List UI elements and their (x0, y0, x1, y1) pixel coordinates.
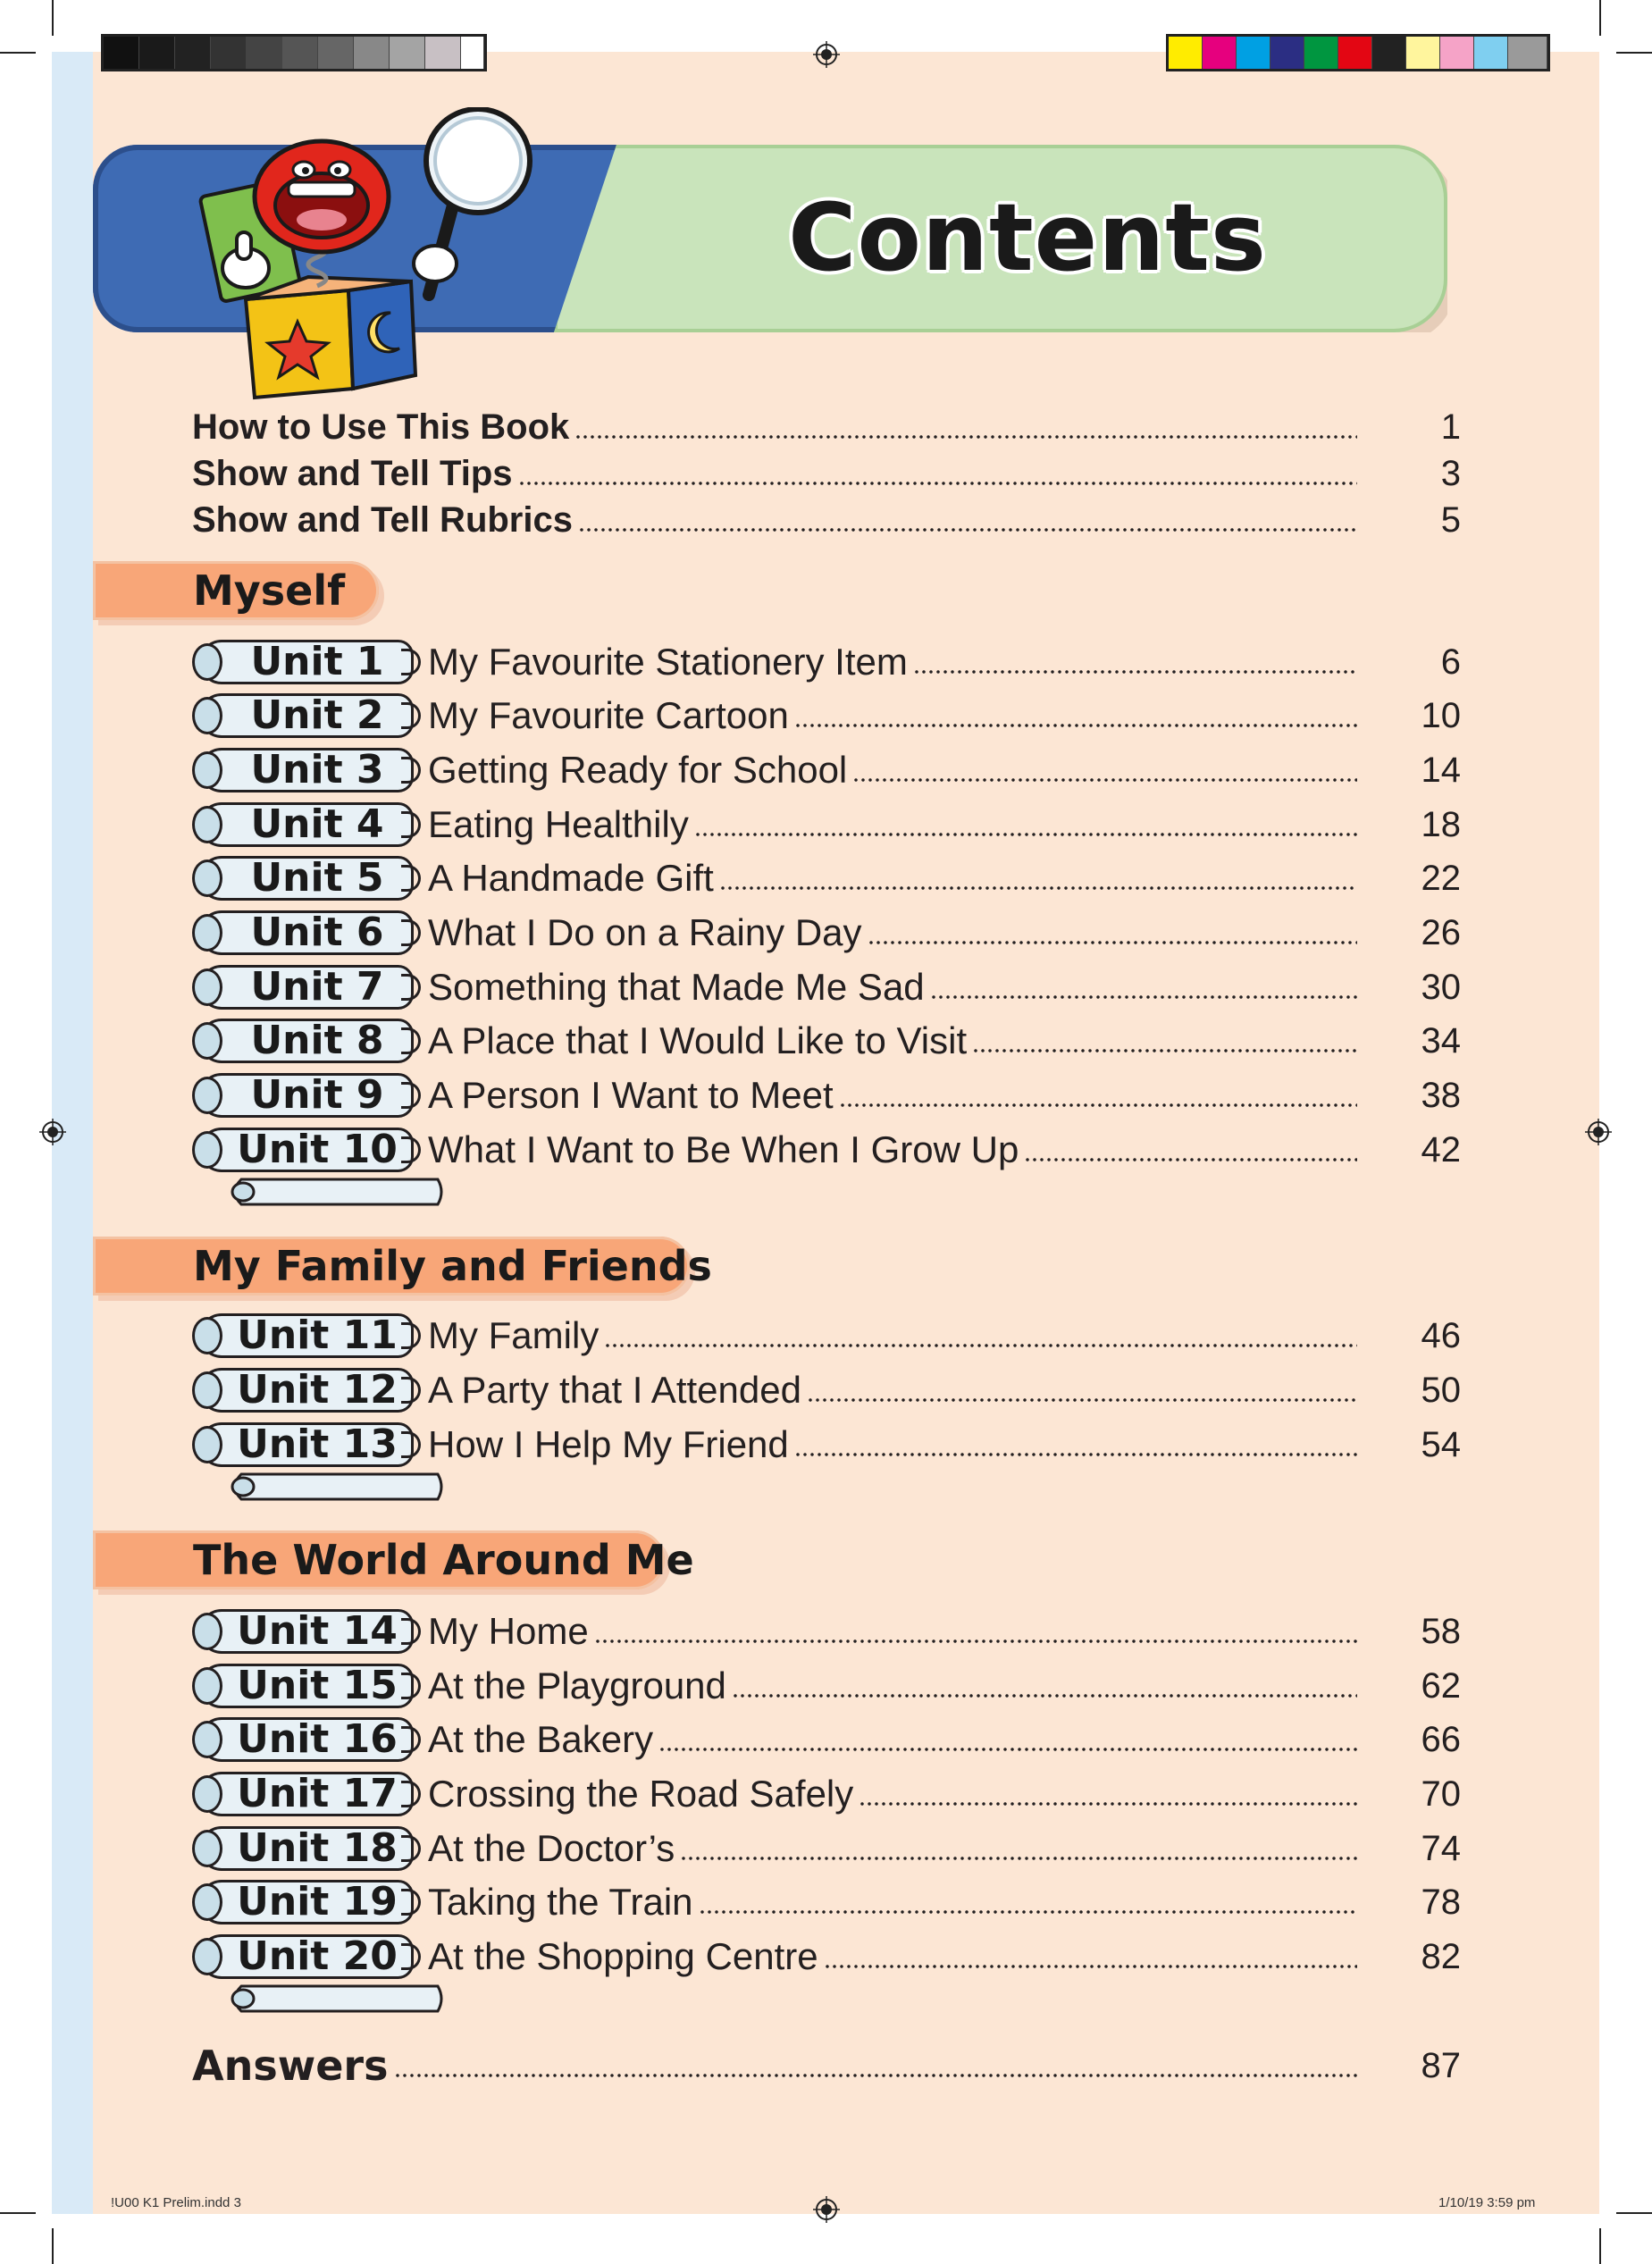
toc-page-number: 66 (1421, 1719, 1461, 1759)
footer-timestamp: 1/10/19 3:59 pm (1438, 2195, 1536, 2210)
unit-title: How I Help My Friend (428, 1423, 789, 1465)
unit-label: Unit 8 (250, 1018, 384, 1063)
crop-mark (0, 2212, 36, 2214)
jack-in-the-box-mascot-icon (192, 107, 567, 402)
crop-mark (52, 2228, 54, 2264)
registration-mark-icon (39, 1119, 66, 1145)
toc-page-number: 14 (1421, 750, 1461, 790)
toc-page-number: 54 (1421, 1424, 1461, 1464)
leader-dots (794, 1451, 1357, 1458)
unit-label: Unit 10 (237, 1127, 398, 1172)
leader-dots (594, 1638, 1357, 1645)
leader-dots (859, 1800, 1357, 1807)
leader-dots (807, 1396, 1357, 1404)
leader-dots (824, 1963, 1357, 1970)
footer-file-name: !U00 K1 Prelim.indd 3 (111, 2195, 241, 2210)
unit-title: Crossing the Road Safely (428, 1773, 854, 1815)
toc-unit-row[interactable] (192, 1714, 1461, 1765)
toc-page-number: 6 (1440, 641, 1461, 682)
section-heading-my-family-and-friends: My Family and Friends (93, 1237, 690, 1296)
unit-scroll-tab (192, 907, 424, 959)
unit-title: Something that Made Me Sad (428, 966, 925, 1008)
unit-scroll-tab (192, 1310, 424, 1362)
unit-scroll-tab (192, 636, 424, 688)
leader-dots (574, 433, 1357, 440)
toc-page-number: 87 (1421, 2045, 1461, 2085)
crop-mark (1616, 2212, 1652, 2214)
leader-dots (719, 885, 1357, 892)
toc-entry-how-to-use[interactable] (192, 404, 1461, 450)
leader-dots (578, 526, 1357, 533)
unit-scroll-tab (192, 1768, 424, 1820)
toc-unit-row[interactable] (192, 1364, 1461, 1416)
unit-title: At the Doctor’s (428, 1827, 675, 1869)
leader-dots (839, 1102, 1357, 1109)
toc-unit-row[interactable] (192, 636, 1461, 688)
leader-dots (658, 1746, 1357, 1753)
section-heading-the-world-around-me: The World Around Me (93, 1530, 665, 1589)
unit-scroll-tab (192, 1660, 424, 1712)
grayscale-color-bar (101, 34, 487, 71)
leader-dots (394, 2072, 1358, 2079)
unit-label: Unit 16 (237, 1716, 398, 1762)
section-heading-myself: Myself (93, 561, 379, 620)
unit-title: Getting Ready for School (428, 749, 848, 791)
toc-page-number: 62 (1421, 1665, 1461, 1706)
crop-mark (0, 52, 36, 54)
unit-label: Unit 3 (250, 747, 384, 792)
registration-mark-icon (813, 2196, 840, 2223)
toc-unit-row[interactable] (192, 1823, 1461, 1874)
toc-page-number: 26 (1421, 912, 1461, 952)
leader-dots (930, 994, 1357, 1001)
toc-unit-row[interactable] (192, 1015, 1461, 1067)
leader-dots (972, 1047, 1357, 1054)
toc-page-number: 42 (1421, 1129, 1461, 1170)
scroll-tail-decoration (223, 1471, 447, 1503)
unit-title: Eating Healthily (428, 803, 689, 845)
unit-title: What I Want to Be When I Grow Up (428, 1128, 1019, 1170)
toc-entry-show-and-tell-rubrics[interactable] (192, 497, 1461, 543)
toc-entry-label: Show and Tell Rubrics (192, 499, 573, 540)
unit-title: Taking the Train (428, 1881, 693, 1923)
leader-dots (913, 668, 1357, 675)
page-title: Contents (788, 183, 1267, 292)
leader-dots (1024, 1156, 1357, 1163)
toc-unit-row[interactable] (192, 1419, 1461, 1471)
toc-unit-row[interactable] (192, 690, 1461, 742)
unit-label: Unit 11 (237, 1312, 398, 1358)
leader-dots (794, 722, 1357, 729)
unit-scroll-tab (192, 1714, 424, 1765)
crop-mark (52, 0, 54, 36)
unit-scroll-tab (192, 852, 424, 904)
registration-mark-icon (1585, 1119, 1612, 1145)
unit-scroll-tab (192, 1364, 424, 1416)
toc-page-number: 70 (1421, 1773, 1461, 1814)
unit-scroll-tab (192, 1606, 424, 1657)
unit-scroll-tab (192, 690, 424, 742)
toc-unit-row[interactable] (192, 1124, 1461, 1176)
toc-page-number: 10 (1421, 695, 1461, 735)
process-color-bar (1166, 34, 1550, 71)
toc-unit-row[interactable] (192, 1660, 1461, 1712)
unit-title: What I Do on a Rainy Day (428, 911, 862, 953)
leader-dots (732, 1692, 1357, 1699)
toc-unit-row[interactable] (192, 1606, 1461, 1657)
unit-label: Unit 12 (237, 1367, 398, 1413)
crop-mark (1616, 52, 1652, 54)
leader-dots (694, 831, 1357, 838)
toc-page-number: 46 (1421, 1315, 1461, 1355)
unit-title: A Place that I Would Like to Visit (428, 1019, 968, 1061)
toc-entry-label: Answers (192, 2042, 389, 2090)
toc-unit-row[interactable] (192, 1931, 1461, 1983)
unit-title: My Home (428, 1610, 589, 1652)
toc-page-number: 18 (1421, 804, 1461, 844)
unit-scroll-tab (192, 1823, 424, 1874)
toc-unit-row[interactable] (192, 1876, 1461, 1928)
leader-dots (852, 776, 1357, 784)
toc-unit-row[interactable] (192, 1310, 1461, 1362)
leader-dots (518, 480, 1357, 487)
toc-unit-row[interactable] (192, 799, 1461, 851)
unit-label: Unit 15 (237, 1663, 398, 1708)
unit-title: A Handmade Gift (428, 857, 714, 899)
unit-label: Unit 14 (237, 1608, 398, 1654)
unit-label: Unit 9 (250, 1072, 384, 1118)
unit-scroll-tab (192, 799, 424, 851)
unit-label: Unit 7 (250, 964, 384, 1010)
toc-page-number: 5 (1440, 499, 1461, 540)
unit-title: A Person I Want to Meet (428, 1074, 834, 1116)
toc-entry-answers[interactable] (192, 2039, 1461, 2092)
unit-scroll-tab (192, 1876, 424, 1928)
unit-label: Unit 4 (250, 801, 384, 847)
unit-scroll-tab (192, 1419, 424, 1471)
unit-scroll-tab (192, 1015, 424, 1067)
unit-scroll-tab (192, 744, 424, 796)
scroll-tail-decoration (223, 1176, 447, 1208)
toc-page-number: 22 (1421, 858, 1461, 898)
unit-scroll-tab (192, 1124, 424, 1176)
toc-page-number: 74 (1421, 1828, 1461, 1868)
unit-label: Unit 5 (250, 855, 384, 901)
unit-title: My Family (428, 1314, 600, 1356)
toc-page-number: 58 (1421, 1611, 1461, 1651)
toc-page-number: 38 (1421, 1075, 1461, 1115)
toc-entry-label: How to Use This Book (192, 407, 570, 447)
toc-unit-row[interactable] (192, 852, 1461, 904)
unit-label: Unit 18 (237, 1825, 398, 1871)
toc-page-number: 30 (1421, 967, 1461, 1007)
toc-page-number: 3 (1440, 453, 1461, 493)
registration-mark-icon (813, 41, 840, 68)
unit-label: Unit 2 (250, 692, 384, 738)
unit-title: At the Bakery (428, 1718, 654, 1760)
unit-label: Unit 20 (237, 1933, 398, 1979)
unit-title: At the Shopping Centre (428, 1935, 818, 1977)
toc-unit-row[interactable] (192, 1069, 1461, 1121)
unit-scroll-tab (192, 961, 424, 1013)
unit-title: A Party that I Attended (428, 1369, 801, 1411)
leader-dots (680, 1855, 1357, 1862)
unit-label: Unit 6 (250, 910, 384, 955)
unit-label: Unit 1 (250, 639, 384, 684)
toc-unit-row[interactable] (192, 744, 1461, 796)
toc-page-number: 34 (1421, 1020, 1461, 1061)
unit-title: My Favourite Cartoon (428, 694, 789, 736)
unit-label: Unit 19 (237, 1879, 398, 1924)
toc-entry-show-and-tell-tips[interactable] (192, 450, 1461, 497)
leader-dots (699, 1908, 1357, 1916)
unit-title: My Favourite Stationery Item (428, 641, 908, 683)
toc-page-number: 78 (1421, 1882, 1461, 1922)
unit-title: At the Playground (428, 1664, 726, 1706)
crop-mark (1599, 2228, 1601, 2264)
toc-page-number: 1 (1440, 407, 1461, 447)
toc-entry-label: Show and Tell Tips (192, 453, 513, 493)
crop-mark (1599, 0, 1601, 36)
scroll-tail-decoration (223, 1983, 447, 2015)
toc-page-number: 82 (1421, 1936, 1461, 1976)
toc-unit-row[interactable] (192, 961, 1461, 1013)
unit-label: Unit 17 (237, 1771, 398, 1816)
unit-label: Unit 13 (237, 1421, 398, 1467)
toc-unit-row[interactable] (192, 907, 1461, 959)
unit-scroll-tab (192, 1069, 424, 1121)
toc-page-number: 50 (1421, 1370, 1461, 1410)
toc-unit-row[interactable] (192, 1768, 1461, 1820)
leader-dots (868, 939, 1357, 946)
leader-dots (604, 1342, 1357, 1349)
unit-scroll-tab (192, 1931, 424, 1983)
